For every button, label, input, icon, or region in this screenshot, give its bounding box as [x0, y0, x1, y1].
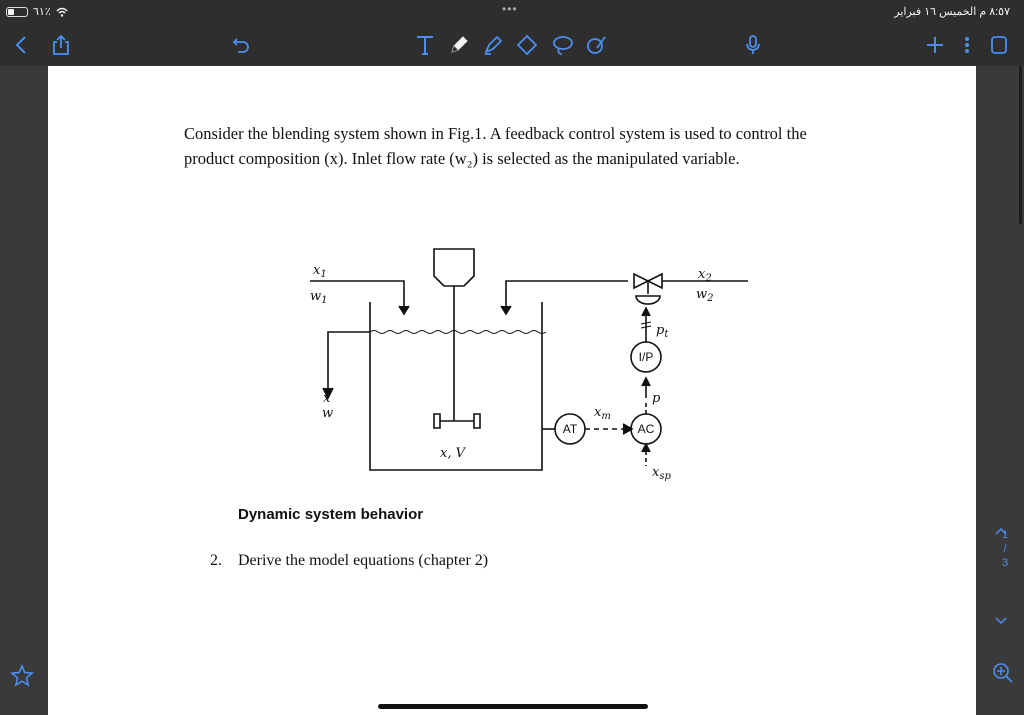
battery-level: ٦١٪: [33, 6, 51, 18]
battery-icon: [6, 7, 28, 17]
inlet-2-line: [506, 281, 628, 312]
label-w1: $w_1$: [310, 289, 328, 306]
page-separator: /: [1003, 543, 1007, 555]
label-at: AT: [562, 422, 578, 436]
document-page[interactable]: [48, 66, 976, 715]
time-date: ٨:٥٧ م الخميس ١٦ فبراير: [894, 6, 1010, 18]
share-icon[interactable]: [46, 30, 76, 60]
problem-paragraph: Consider the blending system shown in Fig.1. A feedback control system is used to control the product composition (x). Inlet flow rate (w₂) is selected as the manipulated variable.: [184, 124, 807, 168]
favorite-star-icon[interactable]: [10, 664, 34, 693]
label-x-out: x: [323, 391, 331, 406]
mixer-motor: [434, 249, 474, 286]
page-view-icon[interactable]: [984, 30, 1014, 60]
label-pt: $p_t$: [656, 323, 669, 340]
add-page-icon[interactable]: [920, 30, 950, 60]
wifi-icon: [56, 7, 68, 17]
lasso-icon[interactable]: [548, 30, 578, 60]
more-icon[interactable]: [952, 30, 982, 60]
zoom-icon[interactable]: [992, 662, 1014, 689]
pen-icon[interactable]: [444, 30, 474, 60]
label-x1: $x_1$: [313, 263, 327, 280]
shape-icon[interactable]: [582, 30, 612, 60]
label-w-out: w: [322, 406, 334, 421]
current-page: 1: [1001, 529, 1009, 541]
page-down-chevron-icon[interactable]: [995, 612, 1007, 630]
label-w2: $w_2$: [696, 287, 714, 304]
valve-actuator: [636, 296, 660, 304]
multitask-dots-icon[interactable]: •••: [502, 2, 518, 16]
label-p: p: [652, 391, 661, 406]
text-tool-icon[interactable]: [410, 30, 440, 60]
home-indicator[interactable]: [378, 704, 648, 709]
left-sidebar: [0, 66, 48, 715]
toolbar: [0, 24, 1024, 67]
right-sidebar: [976, 66, 1024, 715]
microphone-icon[interactable]: [738, 30, 768, 60]
eraser-icon[interactable]: [512, 30, 542, 60]
liquid-level: [370, 331, 546, 334]
section-heading: Dynamic system behavior: [238, 506, 424, 523]
scroll-indicator[interactable]: [1019, 66, 1022, 224]
page-indicator[interactable]: [996, 528, 1014, 570]
list-item-number: 2.: [210, 552, 222, 569]
label-xV: x, V: [440, 446, 465, 461]
tank-outline: [370, 302, 542, 470]
label-ip: I/P: [638, 350, 654, 364]
list-item-text: Derive the model equations (chapter 2): [238, 552, 489, 569]
status-bar: [0, 0, 1024, 24]
outlet-line: [328, 332, 370, 396]
label-ac: AC: [637, 422, 655, 436]
undo-icon[interactable]: [226, 30, 256, 60]
blending-system-diagram: [48, 66, 976, 715]
back-chevron-icon[interactable]: [6, 30, 36, 60]
label-xsp: $x_{sp}$: [652, 465, 671, 482]
highlighter-icon[interactable]: [478, 30, 508, 60]
label-x2: $x_2$: [698, 267, 712, 284]
total-pages: 3: [1001, 557, 1009, 569]
mixer-impeller: [434, 414, 480, 428]
label-xm: $x_m$: [594, 405, 611, 422]
